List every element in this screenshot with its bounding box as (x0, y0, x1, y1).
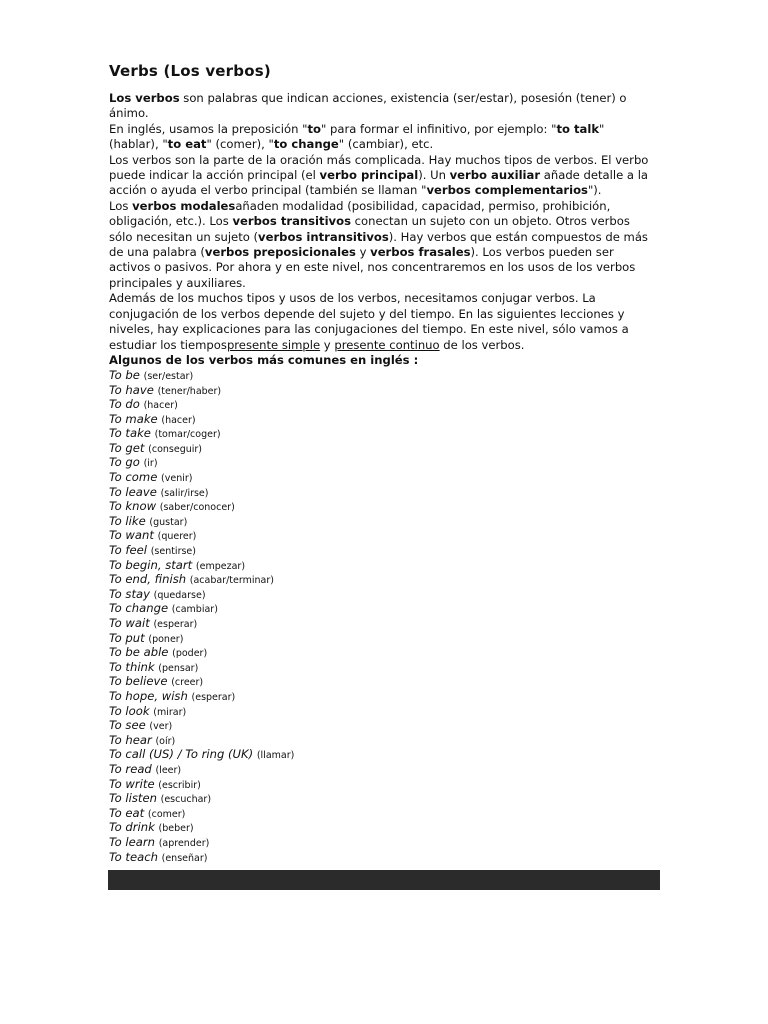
verb-english: To come (109, 470, 158, 485)
verb-list-item (109, 455, 654, 470)
verb-translation: (querer) (157, 531, 197, 543)
bold-term: to eat (167, 137, 207, 152)
text-run: y (355, 245, 371, 260)
text-run: " (hablar), " (109, 121, 605, 152)
text-run: ). Un (418, 168, 450, 183)
verb-translation: (ir) (143, 458, 158, 470)
bold-term: verbo principal (319, 168, 419, 183)
verb-translation: (ver) (149, 721, 173, 733)
verb-translation: (hacer) (161, 414, 196, 426)
verb-english: To end, finish (109, 572, 187, 587)
verb-list-item (109, 820, 654, 835)
verb-list-item (109, 528, 654, 543)
verb-translation: (tomar/coger) (154, 429, 221, 441)
verb-translation: (mirar) (153, 706, 187, 718)
text-run: añaden modalidad (posibilidad, capacidad, permiso, prohibición, obligación, etc.). Los (109, 198, 611, 229)
verb-translation: (poder) (172, 648, 208, 660)
bold-term: verbos modales (132, 198, 236, 213)
verb-english: To know (109, 499, 157, 514)
verb-english: To begin, start (109, 557, 193, 572)
verb-english: To go (109, 455, 140, 470)
verb-list-item (109, 441, 654, 456)
verb-english: To have (109, 382, 154, 397)
text-run: conectan un sujeto con un objeto. Otros verbos sólo necesitan un sujeto ( (109, 214, 630, 244)
verb-english: To hear (109, 732, 152, 747)
verb-english: To put (109, 630, 145, 645)
footer-bar (108, 870, 660, 890)
verb-translation: (beber) (158, 823, 194, 835)
verb-list-item (109, 631, 654, 646)
verb-list-item (109, 587, 654, 602)
verb-english: To teach (109, 849, 158, 864)
verb-list-item (109, 777, 654, 792)
verb-list-item (109, 835, 654, 850)
verb-translation: (poner) (148, 633, 184, 645)
verb-list-item (109, 689, 654, 704)
verb-translation: (escribir) (158, 779, 201, 791)
verb-translation: (acabar/terminar) (189, 575, 274, 587)
verb-translation: (escuchar) (160, 794, 212, 806)
verb-list (109, 368, 654, 864)
text-run: " (comer), " (206, 137, 274, 152)
verb-list-item (109, 674, 654, 689)
verb-english: To take (109, 426, 151, 441)
verb-english: To get (109, 440, 145, 455)
verb-english: To make (109, 411, 158, 426)
verb-list-item (109, 485, 654, 500)
verb-list-item (109, 426, 654, 441)
text-run: " (cambiar), etc. (338, 137, 434, 152)
verb-english: To write (109, 776, 155, 791)
page-title: Verbs (Los verbos) (109, 62, 271, 80)
verb-english: To think (109, 659, 155, 674)
verb-list-item (109, 397, 654, 412)
text-run: En inglés, usamos la preposición " (109, 121, 308, 136)
verb-english: To like (109, 513, 146, 528)
verb-translation: (cambiar) (171, 604, 218, 616)
verb-english: To call (US) / To ring (UK) (109, 747, 254, 762)
bold-term: verbos preposicionales (204, 245, 356, 260)
document-page (109, 62, 654, 864)
verb-translation: (llamar) (256, 750, 295, 762)
verb-english: To be able (109, 645, 169, 660)
text-run: ). Hay verbos que están compuestos de más de una palabra ( (109, 229, 648, 260)
verb-list-heading: Algunos de los verbos más comunes en inglés : (109, 352, 419, 367)
verb-list-item (109, 660, 654, 675)
verb-list-item (109, 558, 654, 573)
verb-list-item (109, 850, 654, 865)
verb-list-item (109, 704, 654, 719)
verb-english: To listen (109, 791, 157, 806)
verb-translation: (tener/haber) (157, 385, 222, 397)
verb-translation: (pensar) (158, 662, 199, 674)
verb-list-item (109, 514, 654, 529)
bold-term: verbos complementarios (426, 183, 588, 198)
verb-translation: (conseguir) (148, 443, 203, 455)
verb-list-item (109, 412, 654, 427)
verb-translation: (aprender) (158, 837, 210, 849)
intro-paragraph (109, 91, 654, 353)
verb-translation: (salir/irse) (160, 487, 209, 499)
verb-english: To drink (109, 820, 155, 835)
text-run: "). (587, 183, 602, 198)
bold-term: to talk (556, 121, 600, 136)
verb-list-item (109, 470, 654, 485)
text-run: son palabras que indican acciones, existencia (ser/estar), posesión (tener) o ánimo. (109, 91, 627, 121)
verb-list-item (109, 368, 654, 383)
verb-translation: (leer) (155, 764, 182, 776)
verb-list-item (109, 601, 654, 616)
verb-translation: (ser/estar) (143, 370, 194, 382)
verb-translation: (gustar) (149, 516, 188, 528)
bold-term: verbos transitivos (232, 214, 351, 229)
verb-translation: (empezar) (195, 560, 246, 572)
bold-term: verbos frasales (370, 245, 471, 260)
verb-english: To stay (109, 586, 150, 601)
text-run: añade detalle a la acción o ayuda el verbo principal (también se llaman " (109, 168, 649, 198)
verb-list-item (109, 791, 654, 806)
verb-english: To change (109, 601, 169, 616)
verb-english: To feel (109, 543, 147, 558)
verb-translation: (quedarse) (153, 589, 206, 601)
verb-list-item (109, 806, 654, 821)
verb-translation: (venir) (161, 473, 193, 485)
verb-list-item (109, 762, 654, 777)
verb-list-item (109, 718, 654, 733)
verb-english: To learn (109, 834, 156, 849)
verb-list-item (109, 747, 654, 762)
verb-translation: (oír) (155, 735, 176, 747)
verb-english: To see (109, 718, 146, 733)
text-run: y (320, 337, 335, 352)
verb-english: To leave (109, 484, 157, 499)
verb-translation: (hacer) (143, 400, 178, 412)
verb-translation: (esperar) (191, 691, 236, 703)
bold-term: verbos intransitivos (258, 229, 389, 244)
verb-list-item (109, 733, 654, 748)
link-presente-simple[interactable]: presente simple (226, 337, 321, 352)
verb-english: To be (109, 367, 140, 382)
verb-translation: (sentirse) (150, 546, 196, 558)
verb-list-item (109, 645, 654, 660)
text-run: Los verbos son la parte de la oración más complicada. Hay muchos tipos de verbos. El verbo puede indicar la acción principal (el (109, 152, 649, 183)
bold-term: Los verbos (109, 91, 180, 105)
text-run: Además de los muchos tipos y usos de los verbos, necesitamos conjugar verbos. La conjugación de los verbos depende del sujeto y del tiempo. En las siguientes lecciones y niveles, hay explicaciones para las conjugaciones del tiempo. En este nivel, sólo vamos a estudiar los tiempos (109, 291, 629, 352)
bold-term: to change (273, 137, 339, 152)
verb-translation: (comer) (147, 808, 186, 820)
verb-list-item (109, 616, 654, 631)
verb-translation: (creer) (171, 677, 204, 689)
verb-list-item (109, 572, 654, 587)
verb-english: To hope, wish (109, 688, 188, 703)
text-run: de los verbos. (439, 337, 525, 352)
verb-list-item (109, 499, 654, 514)
verb-english: To look (109, 703, 150, 718)
text-run: ). Los verbos pueden ser activos o pasivos. Por ahora y en este nivel, nos concentraremos en los usos de los verbos principales y auxiliares. (109, 245, 636, 290)
verb-english: To do (109, 397, 140, 412)
verb-translation: (esperar) (153, 619, 198, 630)
verb-list-item (109, 383, 654, 398)
verb-english: To read (109, 761, 152, 776)
verb-translation: (enseñar) (161, 852, 208, 864)
bold-term: to (307, 121, 321, 136)
bold-term: verbo auxiliar (449, 168, 541, 183)
verb-english: To eat (109, 805, 145, 820)
verb-english: To want (109, 528, 154, 543)
verb-english: To believe (109, 674, 168, 689)
link-presente-continuo[interactable]: presente continuo (334, 337, 440, 352)
verb-translation: (saber/conocer) (159, 502, 235, 514)
text-run: " para formar el infinitivo, por ejemplo: " (320, 121, 557, 136)
verb-english: To wait (109, 616, 150, 630)
verb-list-item (109, 543, 654, 558)
text-run: Los (109, 198, 133, 213)
